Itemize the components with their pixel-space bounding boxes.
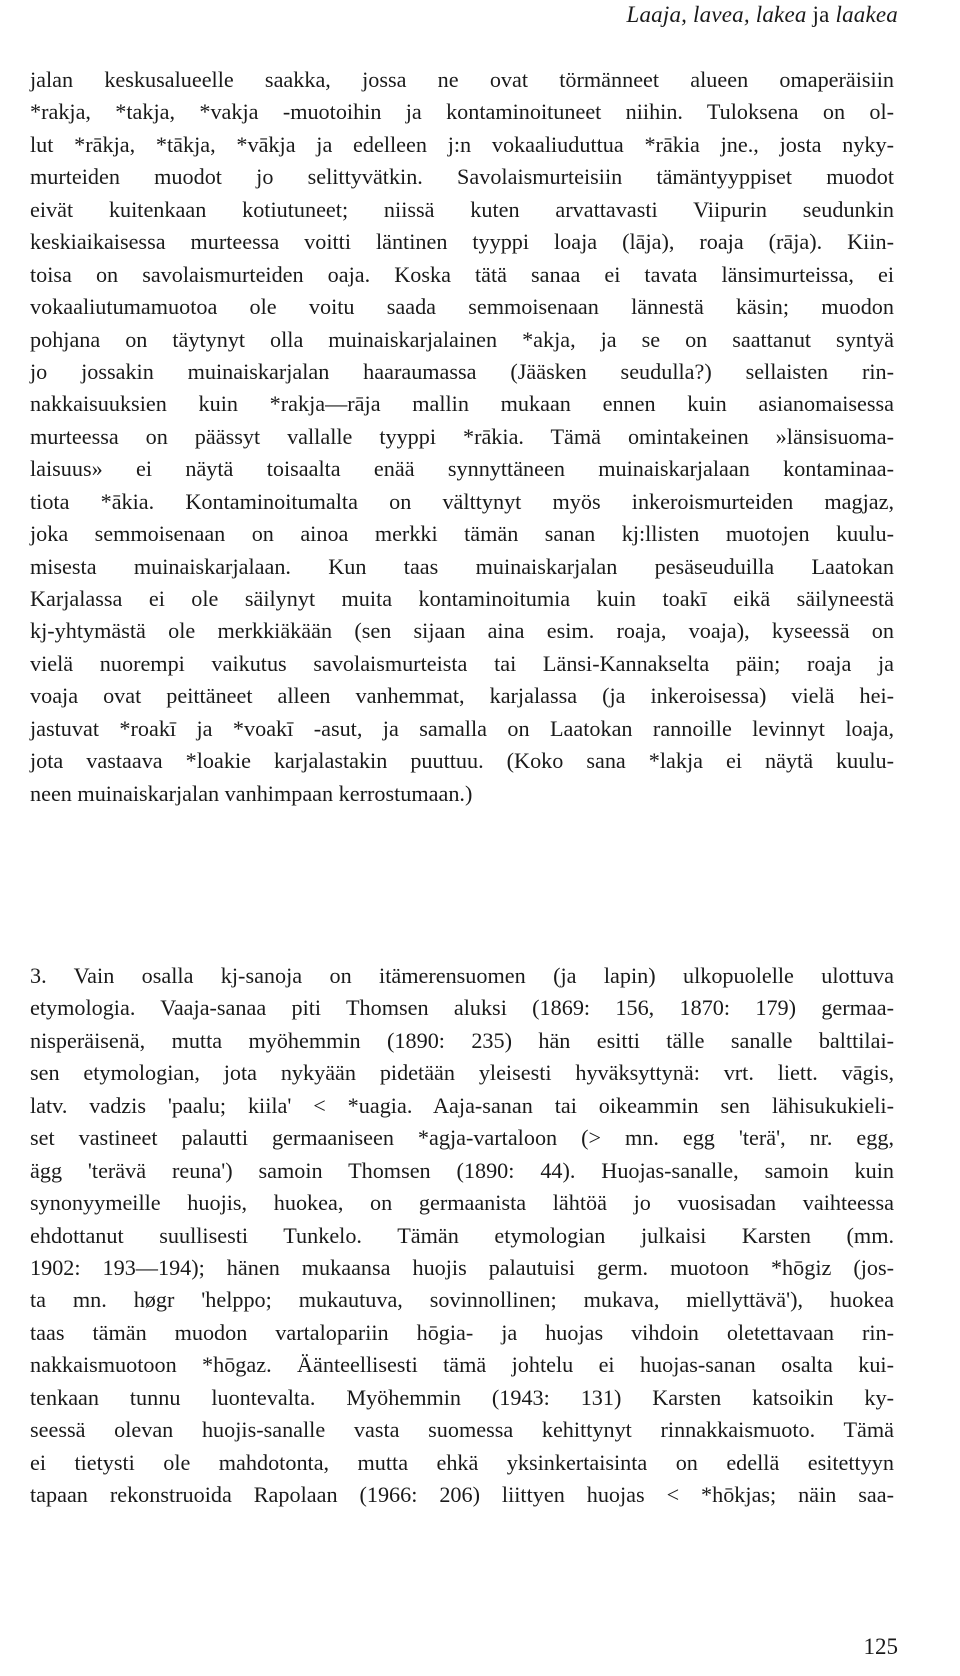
text-line: lut *rākja, *tākja, *vākja ja edelleen j:n vokaaliuduttua *rākia jne., josta nyky- <box>30 131 894 157</box>
text-line: misesta muinaiskarjalaan. Kun taas muinaiskarjalan pesäseuduilla Laatokan <box>30 553 894 579</box>
text-line: kj-yhtymästä ole merkkiäkään (sen sijaan aina esim. roaja, voaja), kyseessä on <box>30 618 894 644</box>
text-line: vokaaliutumamuotoa ole voitu saada semmoisenaan lännestä käsin; muodon <box>30 294 894 320</box>
text-line: jo jossakin muinaiskarjalan haaraumassa (Jääsken seudulla?) sellaisten rin- <box>30 358 894 384</box>
text-line: nakkaismuotoon *hōgaz. Äänteellisesti tämä johtelu ei huojas-sanan osalta kui- <box>30 1352 894 1378</box>
text-line: *rakja, *takja, *vakja -muotoihin ja kontaminoituneet niihin. Tuloksena on ol- <box>30 99 894 125</box>
text-line: jota vastaava *loakie karjalastakin puuttuu. (Koko sana *lakja ei näytä kuulu- <box>30 748 894 774</box>
text-line: jalan keskusalueelle saakka, jossa ne ovat törmänneet alueen omaperäisiin <box>30 67 894 92</box>
running-head-italic-end: laakea <box>835 2 898 27</box>
text-line: set vastineet palautti germaaniseen *agja-vartaloon (> mn. egg 'terä', nr. egg, <box>30 1125 894 1151</box>
paragraph-1 <box>30 64 894 810</box>
text-line: 1902: 193—194); hänen mukaansa huojis palautuisi germ. muotoon *hōgiz (jos- <box>30 1254 894 1280</box>
text-line: ägg 'terävä reuna') samoin Thomsen (1890: 44). Huojas-sanalle, samoin kuin <box>30 1157 894 1183</box>
text-line: tenkaan tunnu luontevalta. Myöhemmin (1943: 131) Karsten katsoikin ky- <box>30 1384 894 1410</box>
text-line: voaja ovat peittäneet alleen vanhemmat, karjalassa (ja inkeroisessa) vielä hei- <box>30 683 894 709</box>
text-line: eivät kuitenkaan kotiutuneet; niissä kuten arvattavasti Viipurin seudunkin <box>30 196 894 222</box>
text-line: tiota *ākia. Kontaminoitumalta on välttynyt myös inkeroismurteiden magjaz, <box>30 488 894 514</box>
running-head-plain: ja <box>806 2 836 27</box>
text-line: 3. Vain osalla kj-sanoja on itämerensuomen (ja lapin) ulkopuolelle ulottuva <box>30 963 894 988</box>
text-line: pohjana on täytynyt olla muinaiskarjalainen *akja, ja se on saattanut syntyä <box>30 326 894 352</box>
text-line: nakkaisuuksien kuin *rakja—rāja mallin mukaan ennen kuin asianomaisessa <box>30 391 894 417</box>
text-line: sen etymologian, jota nykyään pidetään yleisesti hyväksyttynä: vrt. liett. vāgis, <box>30 1060 894 1086</box>
text-line: keskiaikaisessa murteessa voitti läntinen tyyppi loaja (lāja), roaja (rāja). Kiin- <box>30 229 894 255</box>
running-head-italic: Laaja, lavea, lakea <box>626 2 807 27</box>
text-line: synonyymeille huojis, huokea, on germaanista lähtöä jo vuosisadan vaihteessa <box>30 1190 894 1216</box>
text-line: toisa on savolaismurteiden oaja. Koska tätä sanaa ei tavata länsimurteissa, ei <box>30 261 894 287</box>
text-line: neen muinaiskarjalan vanhimpaan kerrostumaan.) <box>30 780 473 806</box>
text-line: latv. vadzis 'paalu; kiila' < *uagia. Aaja-sanan tai oikeammin sen lähisukukieli- <box>30 1092 894 1118</box>
text-line: vielä nuorempi vaikutus savolaismurteista tai Länsi-Kannakselta päin; roaja ja <box>30 650 894 676</box>
text-line: murteiden muodot jo selittyvätkin. Savolaismurteisiin tämäntyyppiset muodot <box>30 164 894 190</box>
text-line: ehdottanut suullisesti Tunkelo. Tämän etymologian julkaisi Karsten (mm. <box>30 1222 894 1248</box>
running-head <box>626 2 898 28</box>
text-line: murteessa on päässyt vallalle tyyppi *rākia. Tämä omintakeinen »länsisuoma- <box>30 423 894 449</box>
text-line: ta mn. høgr 'helppo; mukautuva, sovinnollinen; mukava, miellyttävä'), huokea <box>30 1287 894 1313</box>
text-line: jastuvat *roakī ja *voakī -asut, ja samalla on Laatokan rannoille levinnyt loaja, <box>30 715 894 741</box>
paragraph-2 <box>30 960 894 1511</box>
text-line: joka semmoisenaan on ainoa merkki tämän sanan kj:llisten muotojen kuulu- <box>30 521 894 547</box>
page-number: 125 <box>863 1634 898 1659</box>
text-line: laisuus» ei näytä toisaalta enää synnyttäneen muinaiskarjalaan kontaminaa- <box>30 456 894 482</box>
text-line: taas tämän muodon vartalopariin hōgia- ja huojas vihdoin oletettavaan rin- <box>30 1319 894 1345</box>
text-line: seessä olevan huojis-sanalle vasta suomessa kehittynyt rinnakkaismuoto. Tämä <box>30 1417 894 1443</box>
text-line: ei tietysti ole mahdotonta, mutta ehkä yksinkertaisinta on edellä esitettyyn <box>30 1449 894 1475</box>
text-line: etymologia. Vaaja-sanaa piti Thomsen aluksi (1869: 156, 1870: 179) germaa- <box>30 995 894 1021</box>
text-line: tapaan rekonstruoida Rapolaan (1966: 206) liittyen huojas < *hōkjas; näin saa- <box>30 1482 894 1507</box>
text-line: Karjalassa ei ole säilynyt muita kontaminoitumia kuin toakī eikä säilyneestä <box>30 586 894 611</box>
text-line: nisperäisenä, mutta myöhemmin (1890: 235) hän esitti tälle sanalle balttilai- <box>30 1027 894 1053</box>
